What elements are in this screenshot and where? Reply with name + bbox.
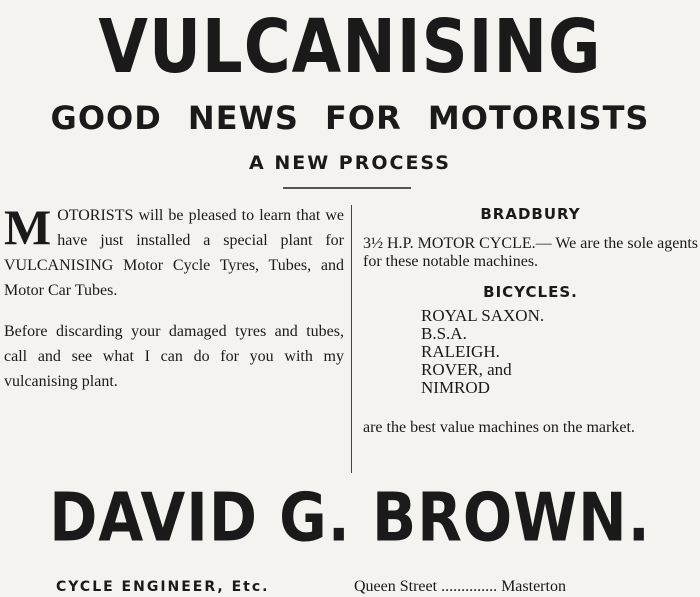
bicycle-list [363,307,698,397]
bradbury-paragraph: 3½ H.P. MOTOR CYCLE.— We are the sole agents for these notable machines. [363,235,698,270]
column-divider [351,205,352,473]
list-item: ROYAL SAXON. [421,306,545,325]
address-label: Queen Street .............. Masterton [354,578,566,595]
trade-label: CYCLE ENGINEER, Etc. [56,579,270,595]
left-column [4,199,344,394]
list-item: ROVER, and [421,360,512,379]
list-item: NIMROD [421,378,490,397]
left-paragraph-1 [4,199,344,303]
bradbury-heading: BRADBURY [480,205,581,223]
dropcap: M [4,199,52,255]
decorative-rule [283,187,411,189]
subheadline: GOOD NEWS FOR MOTORISTS [50,99,650,137]
business-name: DAVID G. BROWN. [49,478,651,557]
tagline: A NEW PROCESS [249,152,451,174]
closing-paragraph: are the best value machines on the market. [363,419,635,436]
right-column [363,205,698,437]
list-item: B.S.A. [421,324,467,343]
list-item: RALEIGH. [421,342,500,361]
headline: VULCANISING [98,5,602,91]
left-paragraph-2: Before discarding your damaged tyres and tubes, call and see what I can do for you with my vulcanising plant. [4,323,344,390]
bicycles-heading: BICYCLES. [483,283,578,301]
left-paragraph-1-text: OTORISTS will be pleased to learn that we have just installed a special plant for VULCANISING Motor Cycle Tyres, Tubes, and Motor Car Tubes. [4,207,344,299]
